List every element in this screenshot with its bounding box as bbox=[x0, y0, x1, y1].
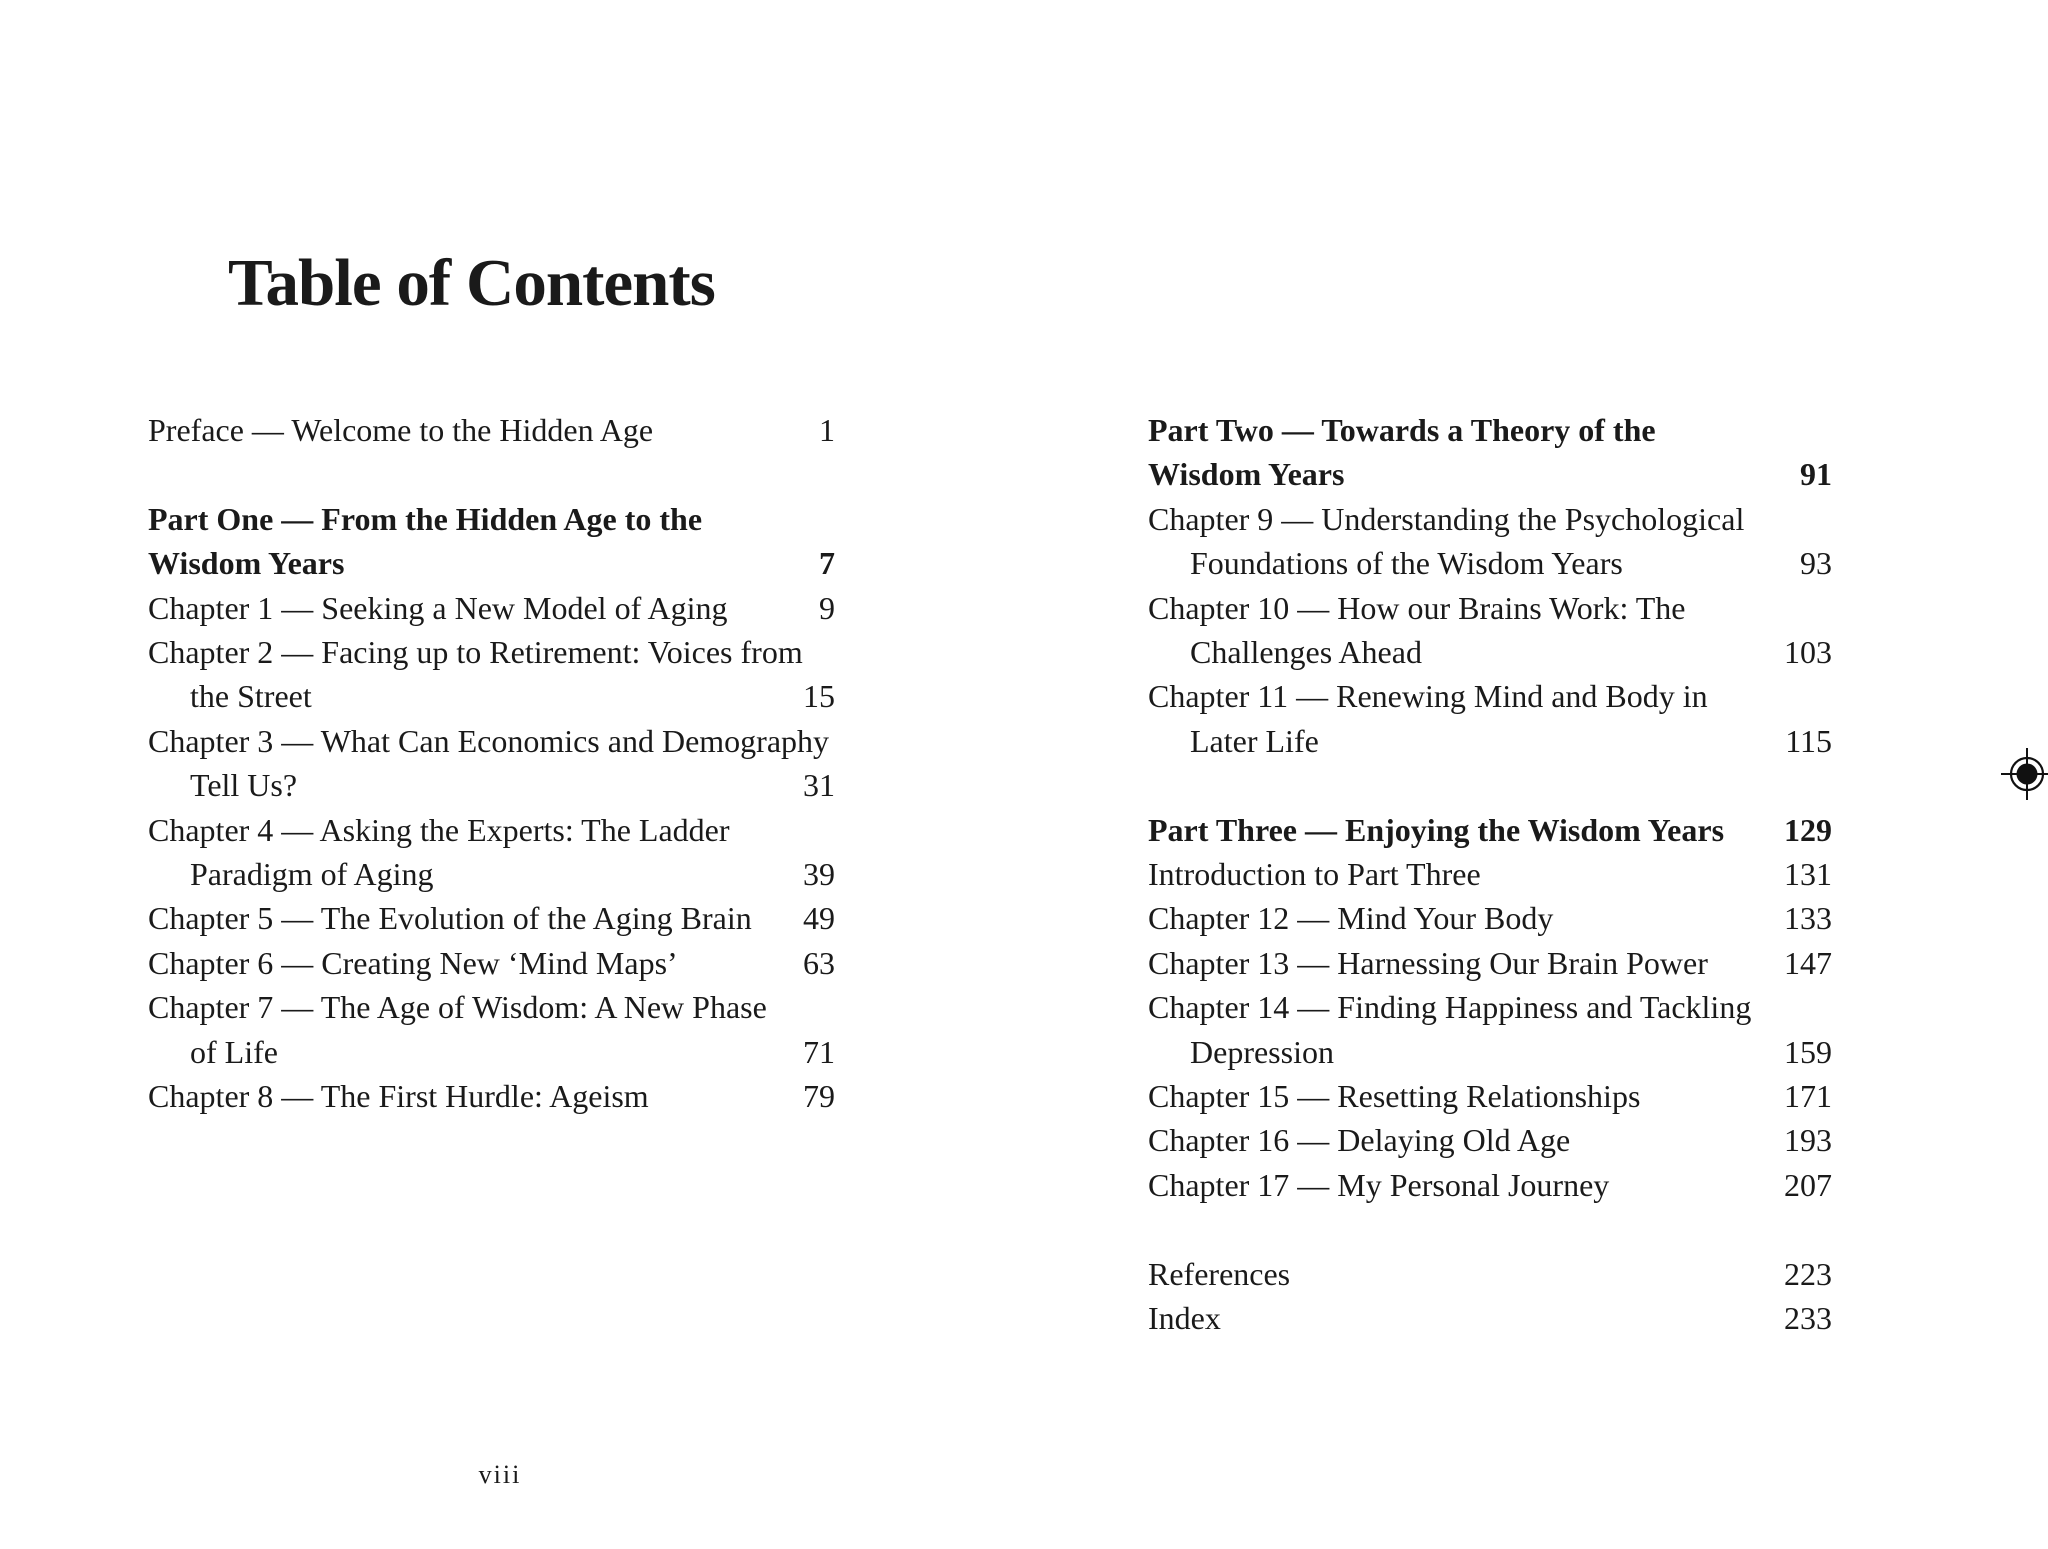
toc-entry bbox=[1148, 808, 1832, 852]
toc-entry-text: Chapter 9 — Understanding the Psychological bbox=[1148, 500, 1745, 537]
toc-entry bbox=[148, 985, 835, 1074]
toc-column-left bbox=[148, 408, 835, 1118]
toc-entry bbox=[148, 630, 835, 719]
toc-page-number: 7 bbox=[819, 545, 835, 582]
toc-entry-text: Chapter 3 — What Can Economics and Demography bbox=[148, 722, 830, 759]
toc-entry-line bbox=[1148, 1074, 1832, 1118]
toc-entry-text: the Street bbox=[190, 678, 312, 715]
toc-entry-line bbox=[148, 941, 835, 985]
toc-entry bbox=[1148, 674, 1832, 763]
toc-entry-text: Chapter 15 — Resetting Relationships bbox=[1148, 1078, 1641, 1115]
folio-page-number: viii bbox=[478, 1460, 522, 1489]
toc-entry bbox=[148, 808, 835, 897]
toc-entry-line bbox=[1148, 1163, 1832, 1207]
toc-entry bbox=[148, 1074, 835, 1118]
toc-entry-line bbox=[1148, 719, 1832, 763]
toc-entry bbox=[1148, 985, 1832, 1074]
toc-entry-line bbox=[1148, 1252, 1832, 1296]
toc-entry bbox=[148, 497, 835, 586]
toc-entry bbox=[148, 719, 835, 808]
toc-page-number: 207 bbox=[1784, 1166, 1832, 1203]
toc-page-number: 63 bbox=[803, 944, 835, 981]
toc-entry-line bbox=[148, 586, 835, 630]
toc-entry bbox=[1148, 852, 1832, 896]
toc-page-number: 49 bbox=[803, 900, 835, 937]
toc-page-number: 129 bbox=[1784, 811, 1832, 848]
toc-entry-line bbox=[148, 541, 835, 585]
toc-entry-line bbox=[148, 808, 835, 852]
toc-entry-line bbox=[148, 763, 835, 807]
toc-entry-text: Chapter 7 — The Age of Wisdom: A New Phase bbox=[148, 989, 767, 1026]
toc-page-number: 233 bbox=[1784, 1300, 1832, 1337]
toc-entry-line bbox=[1148, 630, 1832, 674]
toc-page-number: 159 bbox=[1784, 1033, 1832, 1070]
page-title: Table of Contents bbox=[228, 245, 715, 320]
toc-entry-line bbox=[1148, 941, 1832, 985]
toc-entry-line bbox=[1148, 497, 1832, 541]
toc-entry-line bbox=[1148, 452, 1832, 496]
toc-entry bbox=[148, 896, 835, 940]
toc-entry-line bbox=[148, 719, 835, 763]
toc-entry bbox=[148, 408, 835, 452]
toc-entry bbox=[148, 586, 835, 630]
toc-page-number: 15 bbox=[803, 678, 835, 715]
toc-entry-text: Chapter 17 — My Personal Journey bbox=[1148, 1166, 1610, 1203]
toc-entry-line bbox=[148, 896, 835, 940]
toc-entry bbox=[1148, 941, 1832, 985]
toc-entry bbox=[1148, 1163, 1832, 1207]
toc-page-number: 91 bbox=[1800, 456, 1832, 493]
toc-entry-text: Foundations of the Wisdom Years bbox=[1190, 545, 1623, 582]
toc-entry-text: Introduction to Part Three bbox=[1148, 856, 1481, 893]
toc-entry-text: Tell Us? bbox=[190, 767, 298, 804]
toc-entry-line bbox=[1148, 985, 1832, 1029]
toc-entry bbox=[148, 941, 835, 985]
toc-page-number: 115 bbox=[1785, 722, 1832, 759]
toc-page-number: 71 bbox=[803, 1033, 835, 1070]
toc-page-number: 131 bbox=[1784, 856, 1832, 893]
toc-entry bbox=[1148, 1252, 1832, 1296]
toc-entry-line bbox=[1148, 852, 1832, 896]
toc-page-number: 147 bbox=[1784, 944, 1832, 981]
toc-entry-text: Paradigm of Aging bbox=[190, 856, 434, 893]
toc-entry-text: Challenges Ahead bbox=[1190, 634, 1422, 671]
toc-entry-text: References bbox=[1148, 1255, 1291, 1292]
toc-entry-line bbox=[1148, 541, 1832, 585]
toc-entry-text: Later Life bbox=[1190, 722, 1319, 759]
toc-page-number: 39 bbox=[803, 856, 835, 893]
toc-entry-text: Chapter 1 — Seeking a New Model of Aging bbox=[148, 589, 728, 626]
toc-gap bbox=[1148, 763, 1832, 807]
toc-gap bbox=[1148, 1207, 1832, 1251]
toc-entry-text: Wisdom Years bbox=[148, 545, 345, 582]
toc-page-number: 103 bbox=[1784, 634, 1832, 671]
toc-entry-line bbox=[1148, 1296, 1832, 1340]
toc-page-number: 9 bbox=[819, 589, 835, 626]
toc-page-number: 133 bbox=[1784, 900, 1832, 937]
toc-page-number: 223 bbox=[1784, 1255, 1832, 1292]
toc-entry-text: Chapter 6 — Creating New ‘Mind Maps’ bbox=[148, 944, 678, 981]
toc-entry-line bbox=[148, 497, 835, 541]
toc-entry-line bbox=[148, 852, 835, 896]
toc-page-number: 79 bbox=[803, 1078, 835, 1115]
toc-entry-line bbox=[148, 408, 835, 452]
toc-entry-line bbox=[1148, 808, 1832, 852]
toc-entry-line bbox=[1148, 1118, 1832, 1162]
toc-entry-line bbox=[148, 1030, 835, 1074]
toc-entry-text: Chapter 2 — Facing up to Retirement: Voices from bbox=[148, 634, 803, 671]
toc-entry-text: Chapter 8 — The First Hurdle: Ageism bbox=[148, 1078, 649, 1115]
toc-entry bbox=[1148, 497, 1832, 586]
toc-entry-text: Chapter 13 — Harnessing Our Brain Power bbox=[1148, 944, 1708, 981]
toc-entry-text: Preface — Welcome to the Hidden Age bbox=[148, 412, 654, 448]
toc-entry-line bbox=[1148, 1030, 1832, 1074]
toc-entry-text: Depression bbox=[1190, 1033, 1334, 1070]
toc-entry-line bbox=[148, 630, 835, 674]
toc-entry-text: Chapter 14 — Finding Happiness and Tackling bbox=[1148, 989, 1752, 1026]
toc-column-right bbox=[1148, 408, 1832, 1341]
toc-entry-text: Chapter 4 — Asking the Experts: The Ladder bbox=[148, 811, 730, 848]
toc-entry-text: Part Three — Enjoying the Wisdom Years bbox=[1148, 811, 1725, 848]
toc-entry-text: Part One — From the Hidden Age to the bbox=[148, 500, 703, 537]
registration-mark-icon bbox=[1997, 744, 2048, 804]
toc-entry bbox=[1148, 1296, 1832, 1340]
toc-page-number: 171 bbox=[1784, 1078, 1832, 1115]
toc-entry-line bbox=[148, 1074, 835, 1118]
toc-entry-line bbox=[148, 985, 835, 1029]
toc-entry bbox=[1148, 408, 1832, 497]
toc-entry-line bbox=[148, 674, 835, 718]
toc-entry-text: Chapter 12 — Mind Your Body bbox=[1148, 900, 1554, 937]
toc-entry-line bbox=[1148, 586, 1832, 630]
toc-entry-line bbox=[1148, 408, 1832, 452]
toc-entry-text: of Life bbox=[190, 1033, 278, 1070]
toc-entry-text: Chapter 5 — The Evolution of the Aging Brain bbox=[148, 900, 752, 937]
toc-gap bbox=[148, 452, 835, 496]
toc-page-number: 31 bbox=[803, 767, 835, 804]
toc-entry bbox=[1148, 1074, 1832, 1118]
toc-entry-text: Wisdom Years bbox=[1148, 456, 1345, 493]
toc-entry-line bbox=[1148, 674, 1832, 718]
toc-entry bbox=[1148, 896, 1832, 940]
toc-entry-text: Index bbox=[1148, 1300, 1221, 1337]
toc-entry-text: Chapter 10 — How our Brains Work: The bbox=[1148, 589, 1686, 626]
toc-page-number: 193 bbox=[1784, 1122, 1832, 1159]
toc-entry bbox=[1148, 1118, 1832, 1162]
toc-entry-text: Chapter 16 — Delaying Old Age bbox=[1148, 1122, 1571, 1159]
toc-entry-text: Chapter 11 — Renewing Mind and Body in bbox=[1148, 678, 1708, 715]
toc-entry-text: Part Two — Towards a Theory of the bbox=[1148, 412, 1656, 448]
toc-page-number: 93 bbox=[1800, 545, 1832, 582]
toc-entry-line bbox=[1148, 896, 1832, 940]
toc-page-number: 1 bbox=[819, 412, 835, 448]
toc-entry bbox=[1148, 586, 1832, 675]
